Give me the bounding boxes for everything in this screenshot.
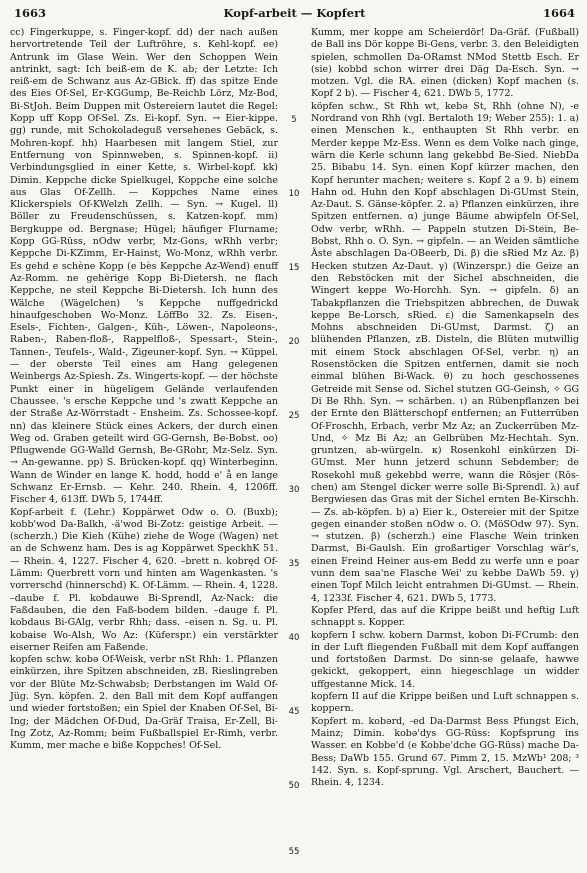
- entry-kopfer: Kopfer Pferd, das auf die Krippe beißt und heftig Luft schnappt s. Kopper.: [311, 604, 579, 629]
- line-number: 25: [288, 411, 300, 421]
- line-number: 20: [288, 337, 300, 347]
- line-number: 40: [288, 633, 300, 643]
- entry-kopfen-continued: Kumm, mer koppe am Scheierdör! Da-Gräf. (Fußball) de Ball ins Dör koppe Bi-Gens, verbr. 3. den Beleidigten spielen, schmollen Da-ORamst NMod Stettb Esch. Er (sie) kobbd schon wirrer drei Däg Da-Esch. Syn. → motzen. Vgl. die RA. einen (dicken) Kopf machen (s. Kopf 2 b). — Fischer 4, 621. DWb 5, 1772.: [311, 27, 579, 100]
- entry-kopfert: Kopfert m. kobərd, -ed Da-Darmst Bess Pfungst Eich, Mainz; Dimin. kobə'dys GG-Rüss: Kopfsprung ins Wasser. en Kobbe'd (e Kobbe'dche GG-Rüss) mache Da-Bess; DaWb 155. Grund 67. Pimm 2, 15. MzWb¹ 208; ³ 142. Syn. s. Kopf-sprung. Vgl. Arschert, Bauchert. — Rhein. 4, 1234.: [311, 715, 579, 789]
- entry-kopfen: kopfen schw. kobə Of-Weisk, verbr nSt Rhh: 1. Pflanzen einkürzen, ihre Spitzen abschneiden, zB. Rieslingreben vor der Blüte Mz-Schwabsb; Derbstangen im Wald Of-Jüg. Syn. köpfen. 2. den Ball mit dem Kopf auffangen und wieder fortstoßen; ein Spiel der Knaben Of-Sel, Bi-Ing; der Mädchen Of-Dud, Da-Gräf Traisa, Er-Zell, Bi-Ing Zotz, Az-Romm; beim Fußballspiel Er-Rimh, verbr. Kumm, mer mache e biße Koppches! Of-Sel.: [10, 654, 278, 752]
- entry-kopf-senses: cc) Fingerkuppe, s. Finger-kopf. dd) der nach außen hervortretende Teil der Luftröhre, s. Kehl-kopf. ee) Antrunk im Glase Wein. Wer den Schoppen Wein antrinkt, sagt: Ich beiß-em de K. ab; der Letzte: Ich reiß-em de Schwanz aus Az-GBick. ff) das spitze Ende des Eies Of-Sel, Er-KGGump, Be-Reichb Lörz, Mz-Bod, Bi-StJoh. Beim Duppen mit Ostereiern lautet die Regel: Kopp uff Kopp Of-Sel. Zs. Ei-kopf. Syn. → Eier-kippe. gg) runde, mit Schokoladeguß versehenes Gebäck, s. Mohren-kopf. hh) Haarbesen mit langem Stiel, zur Entfernung von Spinnweben, s. Spinnen-kopf. ii) Verbindungsglied in einer Kette, s. Wirbel-kopf. kk) Dimin. Keppche dicke Spielkugel, Koppche eine solche aus Glas Of-Zellh. — Koppches Name eines Klickerspiels Of-KWelzh Zellh. — Syn. → Kugel. ll) Böller zu Freudenschüssen, s. Katzen-kopf. mm) Bergkuppe od. Bergnase; Hügel; häufiger Flurname; Kopp GG-Rüss, nOdw verbr, Mz-Gons, wRhh verbr; Keppche Di-KZimm, Er-Hainst, Wo-Monz, wRhh verbr. Es gehd e schène Kopp (e bès Keppche Az-Wend) enuff Az-Romm. ne gehèrige Kopp Bi-Dietersh. ne flach Keppche, ne steil Keppche Bi-Dietersh. Ich hunn des Wälche (Wägelchen) 's Keppche nuffgedrickd hinaufgeschoben Wo-Monz. LöffBo 32. Zs. Eisen-, Esels-, Fichten-, Galgen-, Küh-, Löwen-, Napoleons-, Raben-, Raben-floß-, Rappelfloß-, Spessart-, Stein-, Tannen-, Teufels-, Wald-, Zigeuner-kopf. Syn. → Küppel. — der oberste Teil eines am Hang gelegenen Weinbergs Az-Spiesh. Zs. Wingerts-kopf. — der höchste Punkt einer in hügeligem Gelände verlaufenden Chaussee. 's ersche Keppche und 's zwatt Keppche an der Straße Az-Wörrstadt - Ensheim. Zs. Schossee-kopf. nn) das kleinere Stück eines Ackers, der durch einen Weg od. Graben geteilt wird GG-Gernsh, Be-Bobst. oo) Pflugwende GG-Walld Gernsh, Be-GRohr, Mz-Selz. Syn. → An-gewanne. pp) S. Brücken-kopf. qq) Winterbeginn. Wann de Winder en lange K. hodd, hodd e' å en lange Schwanz Er-Ernsb. — Kehr. 240. Rhein. 4, 1206ff. Fischer 4, 613ff. DWb 5, 1744ff.: [10, 27, 278, 506]
- line-number: 45: [288, 707, 300, 717]
- right-column: [311, 27, 579, 789]
- line-number: 35: [288, 559, 300, 569]
- entry-kopfern-2: kopfern II auf die Krippe beißen und Luft schnappen s. koppern.: [311, 691, 579, 715]
- left-column: [10, 27, 278, 753]
- line-number: 50: [288, 781, 300, 791]
- running-title: Kopf-arbeit — Kopfert: [223, 6, 366, 20]
- line-number: 55: [288, 847, 300, 857]
- line-number: 10: [288, 189, 300, 199]
- line-numbers: [282, 27, 308, 867]
- page-number-left: 1663: [14, 6, 47, 20]
- line-number: 5: [291, 115, 297, 125]
- entry-kopf-arbeit: Kopf-arbeit f. (Lehr.) Koppärwet Odw o. O. (Buxb); kobb'wod Da-Balkh, -ä'wod Bi-Zotz: geistige Arbeit. — (scherzh.) Die Kieh (Kühe) ziehe de Woge (Wagen) net an de Schwenz ham. Des is ag Koppärwet SpeckhK 51. — Rhein. 4, 1227. Fischer 4, 620. –brett n. kobręd Of-Lämm: Querbrett vorn und hinten am Wagenkasten. 's vorrerschd (hinnerschd) K. Of-Lämm. — Rhein. 4, 1228. –daube f. Pl. kobdauwe Bi-Sprendl, Az-Nack: die Faßdauben, die den Faß-bodem bilden. –dauge f. Pl. kobdaus Bi-GAlg, verbr Rhh; dass. –eisen n. Sg. u. Pl. kobaise Wo-Alsh, Wo Az: (Küferspr.) ein verstärkter eiserner Reifen am Faßende.: [10, 506, 278, 653]
- line-number: 30: [288, 485, 300, 495]
- page-number-right: 1664: [542, 6, 575, 20]
- entry-koepfen: köpfen schw., St Rhh wt, kebə St, Rhh (ohne N), -e Nordrand von Rhh (vgl. Bertaloth 19; Weber 255): 1. a) einen Menschen k., enthaupten St Rhh verbr. en Merder keppe Mz-Ess. Wenn es dem Volke nach ginge, wärn die Kerle schunn lang gekebbd Be-Sied. NiebDa 25. Bibabu 14. Syn. einen Kopf kürzer machen, den Kopf herunter machen; weitere s. Kopf 2 a 9. b) einem Hahn od. Huhn den Kopf abschlagen Di-GUmst Stein, Az-Daut. S. Gänse-köpfer. 2. a) Pflanzen einkürzen, ihre Spitzen entfernen. α) junge Bäume abwipfeln Of-Sel, Odw verbr, wRhh. — Pappeln stutzen Di-Stein, Be-Bobst, Rhh o. O. Syn. → gipfeln. — an Weiden sämtliche Äste abschlagen Da-OBeerb, Di. β) die sRied Mz Az. β) Hecken stutzen Az-Daut. γ) (Winzerspr.) die Geize an den Rebstöcken mit der Sichel abschneiden, die Wingert keppe Wo-Horchh. Syn. → gipfeln. δ) an Tabakpflanzen die Triebspitzen abbrechen, de Duwak keppe Be-Lorsch, sRied. ε) die Samenkapseln des Mohns abschneiden Di-GUmst, Darmst. ζ) an blühenden Pflanzen, zB. Disteln, die Blüten mutwillig mit einem Stock abschlagen Of-Sel, verbr. η) an Rosenstöcken die Spitzen entfernen, damit sie noch einmal blühen Bi-Wack. θ) zu hoch geschossenes Getreide mit Sense od. Sichel stutzen GG-Geinsh, ✧ GG Di Be Rhh. Syn. → schärben. ι) an Rübenpflanzen bei der Ernte den Blätterschopf entfernen; an Futterrüben Of-Froschh, Erbach, verbr Mz Az; an Zuckerrüben Mz-Und, ✧ Mz Bi Az; an Gelbrüben Mz-Hechtah. Syn. gruntzen, ab-würgeln. κ) Rosenkohl einkürzen Di-GUmst. Mer hunn jetzerd schunn Sebdember; de Rosekohl muß gekebbd werre, wann die Rösjer (Rös-chen) am Stengel dicker werre solle Bi-Sprendl. λ) auf Bergwiesen das Gras mit der Sichel ernten Be-Kirschh. — Zs. ab-köpfen. b) a) Eier k., Ostereier mit der Spitze gegen einander stoßen nOdw o. O. (MöSOdw 97). Syn. → stutzen. β) (scherzh.) eine Flasche Wein trinken Darmst, Bi-Gaulsh. Ein großartiger Vorschlag wär's, einen Freind Heiner aus-em Bedd zu werfe unn e poar vunn dem saa'ne Flasche Wei' zu kebbe DaWb 59. γ) einen Topf Milch leicht entrahmen Di-GUmst. — Rhein. 4, 1233f. Fischer 4, 621. DWb 5, 1773.: [311, 100, 579, 604]
- running-header: [14, 6, 575, 24]
- entry-kopfern-1: kopfern I schw. kobern Darmst, kobon Di-FCrumb: den in der Luft fliegenden Fußball mit dem Kopf auffangen und fortstoßen Darmst. Do sinn-se gelaafe, hawwe gekickt, gekoppert, einn hiegeschlage un widder uffgestanne Mick. 14.: [311, 629, 579, 690]
- line-number: 15: [288, 263, 300, 273]
